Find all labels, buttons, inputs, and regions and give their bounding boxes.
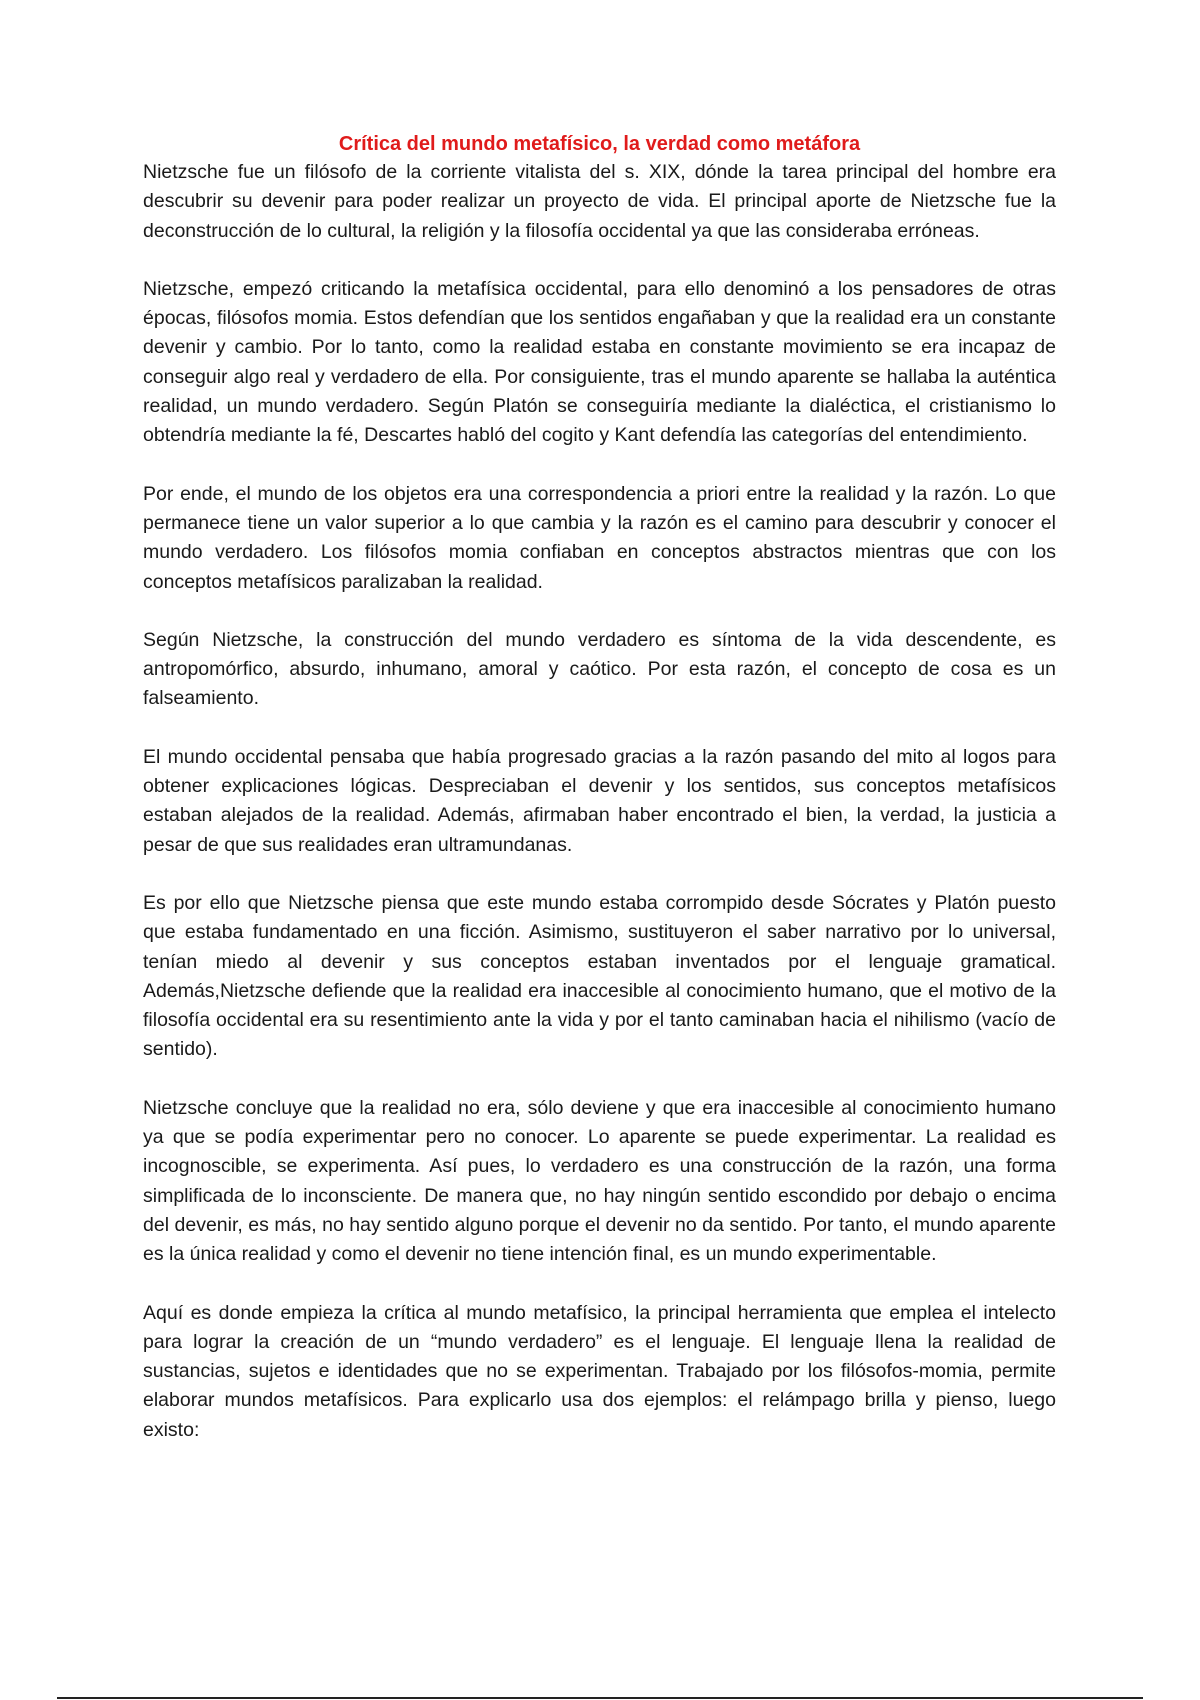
paragraph: El mundo occidental pensaba que había progresado gracias a la razón pasando del mito al logos para obtener explicaciones lógicas. Despreciaban el devenir y los sentidos, sus conceptos metafísicos estaban alejados de la realidad. Además, afirmaban haber encontrado el bien, la verdad, la justicia a pesar de que sus realidades eran ultramundanas. bbox=[143, 745, 1056, 856]
paragraph: Es por ello que Nietzsche piensa que este mundo estaba corrompido desde Sócrates y Platón puesto que estaba fundamentado en una ficción. Asimismo, sustituyeron el saber narrativo por lo universal, tenían miedo al devenir y sus conceptos estaban inventados por el lenguaje gramatical. Además,Nietzsche defiende que la realidad era inaccesible al conocimiento humano, que el motivo de la filosofía occidental era su resentimiento ante la vida y por el tanto caminaban hacia el nihilismo (vacío de sentido). bbox=[143, 891, 1056, 1061]
paragraph: Aquí es donde empieza la crítica al mundo metafísico, la principal herramienta que emplea el intelecto para lograr la creación de un “mundo verdadero” es el lenguaje. El lenguaje llena la realidad de sustancias, sujetos e identidades que no se experimentan. Trabajado por los filósofos-momia, permite elaborar mundos metafísicos. Para explicarlo usa dos ejemplos: el relámpago brilla y pienso, luego existo: bbox=[143, 1301, 1056, 1441]
paragraph: Nietzsche concluye que la realidad no era, sólo deviene y que era inaccesible al conocimiento humano ya que se podía experimentar pero no conocer. Lo aparente se puede experimentar. La realidad es incognoscible, se experimenta. Así pues, lo verdadero es una construcción de la razón, una forma simplificada de lo inconsciente. De manera que, no hay ningún sentido escondido por debajo o encima del devenir, es más, no hay sentido alguno porque el devenir no da sentido. Por tanto, el mundo aparente es la única realidad y como el devenir no tiene intención final, es un mundo experimentable. bbox=[143, 1096, 1056, 1266]
paragraph: Nietzsche, empezó criticando la metafísica occidental, para ello denominó a los pensadores de otras épocas, filósofos momia. Estos defendían que los sentidos engañaban y que la realidad era un constante devenir y cambio. Por lo tanto, como la realidad estaba en constante movimiento se era incapaz de conseguir algo real y verdadero de ella. Por consiguiente, tras el mundo aparente se hallaba la auténtica realidad, un mundo verdadero. Según Platón se conseguiría mediante la dialéctica, el cristianismo lo obtendría mediante la fé, Descartes habló del cogito y Kant defendía las categorías del entendimiento. bbox=[143, 277, 1056, 447]
paragraph: Nietzsche fue un filósofo de la corriente vitalista del s. XIX, dónde la tarea principal del hombre era descubrir su devenir para poder realizar un proyecto de vida. El principal aporte de Nietzsche fue la deconstrucción de lo cultural, la religión y la filosofía occidental ya que las consideraba erróneas. bbox=[143, 161, 1056, 242]
page-bottom-divider bbox=[57, 1697, 1143, 1699]
paragraph: Por ende, el mundo de los objetos era una correspondencia a priori entre la realidad y la razón. Lo que permanece tiene un valor superior a lo que cambia y la razón es el camino para descubrir y conocer el mundo verdadero. Los filósofos momia confiaban en conceptos abstractos mientras que con los conceptos metafísicos paralizaban la realidad. bbox=[143, 482, 1056, 593]
paragraph: Según Nietzsche, la construcción del mundo verdadero es síntoma de la vida descendente, es antropomórfico, absurdo, inhumano, amoral y caótico. Por esta razón, el concepto de cosa es un falseamiento. bbox=[143, 628, 1056, 710]
document-title: Crítica del mundo metafísico, la verdad como metáfora bbox=[338, 133, 861, 155]
document-page bbox=[143, 130, 1056, 1474]
